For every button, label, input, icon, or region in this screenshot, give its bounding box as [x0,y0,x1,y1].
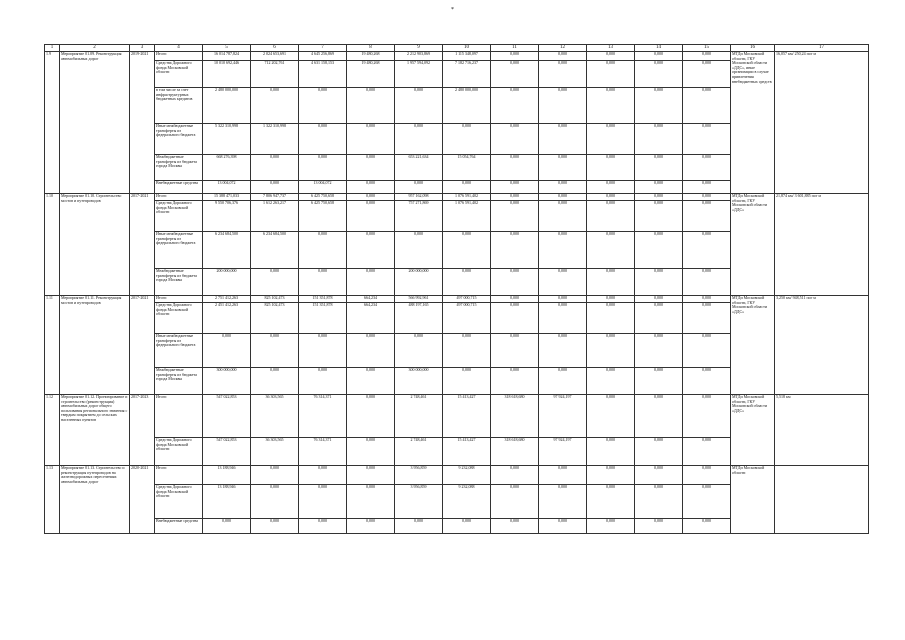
amount-cell: 0,000 [587,466,635,485]
amount-cell: 668 276,398 [203,155,251,181]
funding-source: Средства Дорожного фонда Московской области [155,61,203,88]
amount-cell: 0,000 [491,88,539,124]
measure-result: 21,874 км/ 3 601,885 пог м [775,194,869,296]
amount-cell: 0,000 [587,519,635,534]
amount-cell: 0,000 [683,368,731,395]
amount-cell: 4 645 256,869 [299,52,347,61]
amount-cell: 0,000 [395,519,443,534]
amount-cell: 0,000 [539,194,587,201]
measure-result: 16,057 км/ 250,24 пог м [775,52,869,194]
amount-cell: 0,000 [587,88,635,124]
amount-cell: 0,000 [491,519,539,534]
amount-cell: 15 413,427 [443,438,491,466]
amount-cell: 0,000 [683,201,731,232]
measure-period: 2019-2021 [130,52,155,194]
amount-cell: 757 271,869 [395,201,443,232]
amount-cell: 664,234 [347,296,395,303]
amount-cell: 300 000,000 [203,368,251,395]
amount-cell: 0,000 [395,181,443,194]
amount-cell: 5 322 310,998 [203,124,251,155]
amount-cell: 15 054,764 [443,155,491,181]
amount-cell: 2 024 653,691 [251,52,299,61]
funding-source: Межбюджетные трансферты из бюджета города Москвы [155,155,203,181]
column-number-5: 5 [203,45,251,52]
amount-cell: 497 000,715 [443,296,491,303]
amount-cell: 16 014 787,824 [203,52,251,61]
amount-cell: 0,000 [251,155,299,181]
amount-cell: 0,000 [635,124,683,155]
responsible-executor: МТДи Московской области, ГКУ Московской области «ДДС» [731,194,775,296]
budget-table [44,44,869,534]
amount-cell: 0,000 [587,395,635,438]
amount-cell: 0,000 [299,269,347,296]
amount-cell: 200 000,000 [395,269,443,296]
column-number-6: 6 [251,45,299,52]
amount-cell: 10 010 692,446 [203,61,251,88]
amount-cell: 13 188,946 [203,485,251,519]
measure-name: Мероприятие 01.13. Строительство и реконструкция путепроводов на железнодорожных пересечениях автомобильных дорог [60,466,130,534]
amount-cell: 2 480 000,000 [443,88,491,124]
amount-cell: 0,000 [251,368,299,395]
measure-period: 2017-2021 [130,296,155,395]
amount-cell: 2 212 903,869 [395,52,443,61]
amount-cell: 0,000 [443,181,491,194]
amount-cell: 0,000 [251,88,299,124]
amount-cell: 0,000 [683,334,731,368]
amount-cell: 0,000 [683,395,731,438]
amount-cell: 2 748,461 [395,438,443,466]
amount-cell: 0,000 [587,124,635,155]
amount-cell: 76 314,371 [299,395,347,438]
amount-cell: 0,000 [491,124,539,155]
funding-source: Итого: [155,296,203,303]
amount-cell: 0,000 [683,438,731,466]
amount-cell: 0,000 [443,269,491,296]
amount-cell: 36 303,565 [251,438,299,466]
amount-cell: 0,000 [251,181,299,194]
funding-source: Иные межбюджетные трансферты из федерального бюджета [155,334,203,368]
amount-cell: 0,000 [539,52,587,61]
amount-cell: 0,000 [587,194,635,201]
table-row [45,194,869,201]
amount-cell: 0,000 [539,88,587,124]
funding-source: Итого: [155,52,203,61]
amount-cell: 200 000,000 [203,269,251,296]
amount-cell: 0,000 [635,519,683,534]
measure-period: 2017-2021 [130,194,155,296]
amount-cell: 0,000 [635,201,683,232]
amount-cell: 6 234 684,500 [251,232,299,269]
amount-cell: 0,000 [635,485,683,519]
amount-cell: 0,000 [251,269,299,296]
amount-cell: 712 202,761 [251,61,299,88]
amount-cell: 0,000 [491,485,539,519]
amount-cell: 6 425 750,658 [299,194,347,201]
amount-cell: 0,000 [203,334,251,368]
responsible-executor: МТДи Московской области, ГКУ Московской области «ДДС», иные организации в случае привлечения внебюджетных средств [731,52,775,194]
amount-cell: 6 234 684,500 [203,232,251,269]
amount-cell: 0,000 [683,269,731,296]
header-row [45,45,869,52]
amount-cell: 0,000 [347,201,395,232]
amount-cell: 0,000 [347,334,395,368]
amount-cell: 0,000 [683,232,731,269]
column-number-9: 9 [395,45,443,52]
amount-cell: 547 022,853 [203,395,251,438]
amount-cell: 0,000 [587,155,635,181]
amount-cell: 0,000 [491,368,539,395]
amount-cell: 19 480,268 [347,52,395,61]
responsible-executor: МТДи Московской области [731,466,775,534]
amount-cell: 0,000 [347,438,395,466]
funding-source: в том числе за счет инфраструктурных бюджетных кредитов [155,88,203,124]
amount-cell: 0,000 [491,334,539,368]
amount-cell: 7 182 716,237 [443,61,491,88]
amount-cell: 0,000 [251,334,299,368]
funding-source: Средства Дорожного фонда Московской области [155,201,203,232]
amount-cell: 0,000 [299,124,347,155]
amount-cell: 0,000 [683,124,731,155]
amount-cell: 0,000 [395,124,443,155]
amount-cell: 825 102,473 [251,296,299,303]
amount-cell: 0,000 [299,155,347,181]
amount-cell: 97 924,197 [539,438,587,466]
funding-source: Средства Дорожного фонда Московской области [155,485,203,519]
amount-cell: 0,000 [539,368,587,395]
measure-code: 1.9 [45,52,60,194]
amount-cell: 4 631 158,153 [299,61,347,88]
table-row [45,296,869,303]
funding-source: Иные межбюджетные трансферты из федерального бюджета [155,124,203,155]
amount-cell: 497 000,715 [443,303,491,334]
amount-cell: 0,000 [299,485,347,519]
amount-cell: 0,000 [347,269,395,296]
amount-cell: 664,234 [347,303,395,334]
amount-cell: 13 188,946 [203,466,251,485]
funding-source: Средства Дорожного фонда Московской области [155,303,203,334]
amount-cell: 0,000 [251,485,299,519]
measure-result: 5,518 км [775,395,869,466]
amount-cell: 0,000 [587,334,635,368]
table-row [45,466,869,485]
measure-name: Мероприятие 01.09. Реконструкция автомобильных дорог [60,52,130,194]
amount-cell: 0,000 [635,88,683,124]
amount-cell: 2 748,461 [395,395,443,438]
amount-cell: 15 388 471,033 [203,194,251,201]
measure-result [775,466,869,534]
column-number-11: 11 [491,45,539,52]
amount-cell: 97 924,197 [539,395,587,438]
amount-cell: 0,000 [683,181,731,194]
column-number-12: 12 [539,45,587,52]
amount-cell: 0,000 [635,395,683,438]
amount-cell: 0,000 [683,296,731,303]
amount-cell: 0,000 [587,303,635,334]
amount-cell: 0,000 [443,124,491,155]
amount-cell: 0,000 [347,368,395,395]
column-number-10: 10 [443,45,491,52]
amount-cell: 318 618,680 [491,438,539,466]
measure-code: 1.12 [45,395,60,466]
amount-cell: 0,000 [539,269,587,296]
amount-cell: 0,000 [203,519,251,534]
measure-code: 1.13 [45,466,60,534]
amount-cell: 0,000 [539,466,587,485]
measure-result: 3,250 км/ 948,511 пог м [775,296,869,395]
funding-source: Средства Дорожного фонда Московской области [155,438,203,466]
amount-cell: 0,000 [539,155,587,181]
amount-cell: 0,000 [587,61,635,88]
amount-cell: 2 751 412,263 [203,296,251,303]
amount-cell: 0,000 [347,124,395,155]
amount-cell: 0,000 [683,466,731,485]
column-number-16: 16 [731,45,775,52]
amount-cell: 0,000 [443,334,491,368]
amount-cell: 0,000 [539,61,587,88]
amount-cell: 1 076 591,402 [443,194,491,201]
amount-cell: 0,000 [251,519,299,534]
amount-cell: 0,000 [491,303,539,334]
amount-cell: 0,000 [539,201,587,232]
page-mark: * [451,7,454,13]
amount-cell: 547 022,853 [203,438,251,466]
amount-cell: 0,000 [347,181,395,194]
amount-cell: 1 612 263,217 [251,201,299,232]
amount-cell: 0,000 [491,194,539,201]
table-row [45,395,869,438]
amount-cell: 0,000 [347,395,395,438]
amount-cell: 19 480,268 [347,61,395,88]
amount-cell: 0,000 [683,194,731,201]
amount-cell: 9 550 706,376 [203,201,251,232]
column-number-3: 3 [130,45,155,52]
amount-cell: 0,000 [347,88,395,124]
amount-cell: 0,000 [683,303,731,334]
amount-cell: 36 303,565 [251,395,299,438]
amount-cell: 0,000 [683,485,731,519]
amount-cell: 0,000 [347,194,395,201]
measure-name: Мероприятие 01.12. Проектирование и строительство (реконструкция) автомобильных дорог общего пользования регионального значения с твердым покрытием до сельских населенных пунктов [60,395,130,466]
amount-cell: 2 451 412,263 [203,303,251,334]
amount-cell: 0,000 [251,466,299,485]
amount-cell: 0,000 [443,232,491,269]
amount-cell: 0,000 [587,269,635,296]
amount-cell: 0,000 [635,181,683,194]
amount-cell: 0,000 [299,88,347,124]
amount-cell: 151 351,878 [299,296,347,303]
amount-cell: 0,000 [539,232,587,269]
amount-cell: 1 076 591,402 [443,201,491,232]
amount-cell: 0,000 [635,194,683,201]
amount-cell: 0,000 [587,438,635,466]
amount-cell: 0,000 [587,201,635,232]
amount-cell: 0,000 [491,155,539,181]
amount-cell: 0,000 [539,181,587,194]
column-number-8: 8 [347,45,395,52]
amount-cell: 0,000 [635,61,683,88]
column-number-15: 15 [683,45,731,52]
amount-cell: 300 000,000 [395,368,443,395]
amount-cell: 0,000 [491,269,539,296]
amount-cell: 0,000 [539,334,587,368]
amount-cell: 0,000 [635,232,683,269]
amount-cell: 0,000 [587,368,635,395]
amount-cell: 76 314,371 [299,438,347,466]
amount-cell: 0,000 [299,466,347,485]
amount-cell: 1 957 594,092 [395,61,443,88]
amount-cell: 0,000 [635,155,683,181]
amount-cell: 13 004,072 [203,181,251,194]
amount-cell: 0,000 [443,519,491,534]
amount-cell: 0,000 [539,303,587,334]
amount-cell: 9 232,088 [443,466,491,485]
amount-cell: 0,000 [539,485,587,519]
column-number-7: 7 [299,45,347,52]
amount-cell: 0,000 [347,466,395,485]
column-number-2: 2 [60,45,130,52]
amount-cell: 0,000 [683,88,731,124]
amount-cell: 0,000 [683,61,731,88]
table-body [45,52,869,534]
amount-cell: 0,000 [491,232,539,269]
amount-cell: 0,000 [299,334,347,368]
table-row [45,52,869,61]
amount-cell: 0,000 [683,155,731,181]
amount-cell: 0,000 [491,296,539,303]
measure-name: Мероприятие 01.11. Реконструкция мостов и путепроводов [60,296,130,395]
funding-source: Итого: [155,194,203,201]
amount-cell: 0,000 [491,466,539,485]
amount-cell: 0,000 [395,232,443,269]
amount-cell: 1 322 310,998 [251,124,299,155]
measure-name: Мероприятие 01.10. Строительство мостов и путепроводов [60,194,130,296]
amount-cell: 7 806 947,737 [251,194,299,201]
funding-source: Итого: [155,466,203,485]
amount-cell: 13 004,072 [299,181,347,194]
amount-cell: 2 480 000,000 [203,88,251,124]
amount-cell: 0,000 [491,52,539,61]
amount-cell: 0,000 [587,52,635,61]
amount-cell: 9 232,088 [443,485,491,519]
amount-cell: 0,000 [395,88,443,124]
amount-cell: 0,000 [539,519,587,534]
amount-cell: 318 618,680 [491,395,539,438]
measure-code: 1.10 [45,194,60,296]
amount-cell: 0,000 [395,334,443,368]
amount-cell: 0,000 [635,438,683,466]
amount-cell: 0,000 [683,52,731,61]
funding-source: Итого: [155,395,203,438]
amount-cell: 0,000 [587,296,635,303]
amount-cell: 0,000 [299,519,347,534]
amount-cell: 0,000 [587,181,635,194]
responsible-executor: МТДи Московской области, ГКУ Московской области «ДДС» [731,296,775,395]
amount-cell: 0,000 [635,269,683,296]
column-number-4: 4 [155,45,203,52]
amount-cell: 0,000 [491,201,539,232]
amount-cell: 0,000 [539,296,587,303]
amount-cell: 6 425 750,658 [299,201,347,232]
funding-source: Межбюджетные трансферты из бюджета города Москвы [155,269,203,296]
amount-cell: 0,000 [683,519,731,534]
amount-cell: 0,000 [635,303,683,334]
amount-cell: 0,000 [635,466,683,485]
amount-cell: 15 413,427 [443,395,491,438]
column-number-14: 14 [635,45,683,52]
amount-cell: 1 115 348,097 [443,52,491,61]
amount-cell: 0,000 [587,485,635,519]
amount-cell: 0,000 [539,124,587,155]
amount-cell: 0,000 [491,61,539,88]
column-number-1: 1 [45,45,60,52]
amount-cell: 3 956,859 [395,466,443,485]
column-number-13: 13 [587,45,635,52]
amount-cell: 825 102,473 [251,303,299,334]
amount-cell: 0,000 [347,155,395,181]
amount-cell: 3 956,859 [395,485,443,519]
amount-cell: 0,000 [299,232,347,269]
amount-cell: 0,000 [347,485,395,519]
amount-cell: 957 162,098 [395,194,443,201]
amount-cell: 0,000 [635,368,683,395]
amount-cell: 0,000 [587,232,635,269]
column-number-17: 17 [775,45,869,52]
amount-cell: 0,000 [347,232,395,269]
amount-cell: 0,000 [347,519,395,534]
amount-cell: 151 351,878 [299,303,347,334]
measure-period: 2020-2021 [130,466,155,534]
funding-source: Межбюджетные трансферты из бюджета города Москвы [155,368,203,395]
amount-cell: 488 197,165 [395,303,443,334]
amount-cell: 0,000 [443,368,491,395]
funding-source: Иные межбюджетные трансферты из федерального бюджета [155,232,203,269]
responsible-executor: МТДи Московской области, ГКУ Московской области «ДДС» [731,395,775,466]
amount-cell: 0,000 [635,334,683,368]
amount-cell: 566 992,961 [395,296,443,303]
measure-code: 1.11 [45,296,60,395]
funding-source: Внебюджетные средства [155,519,203,534]
amount-cell: 0,000 [299,368,347,395]
measure-period: 2017-2023 [130,395,155,466]
amount-cell: 0,000 [635,296,683,303]
amount-cell: 0,000 [635,52,683,61]
funding-source: Внебюджетные средства [155,181,203,194]
amount-cell: 0,000 [491,181,539,194]
amount-cell: 653 221,634 [395,155,443,181]
